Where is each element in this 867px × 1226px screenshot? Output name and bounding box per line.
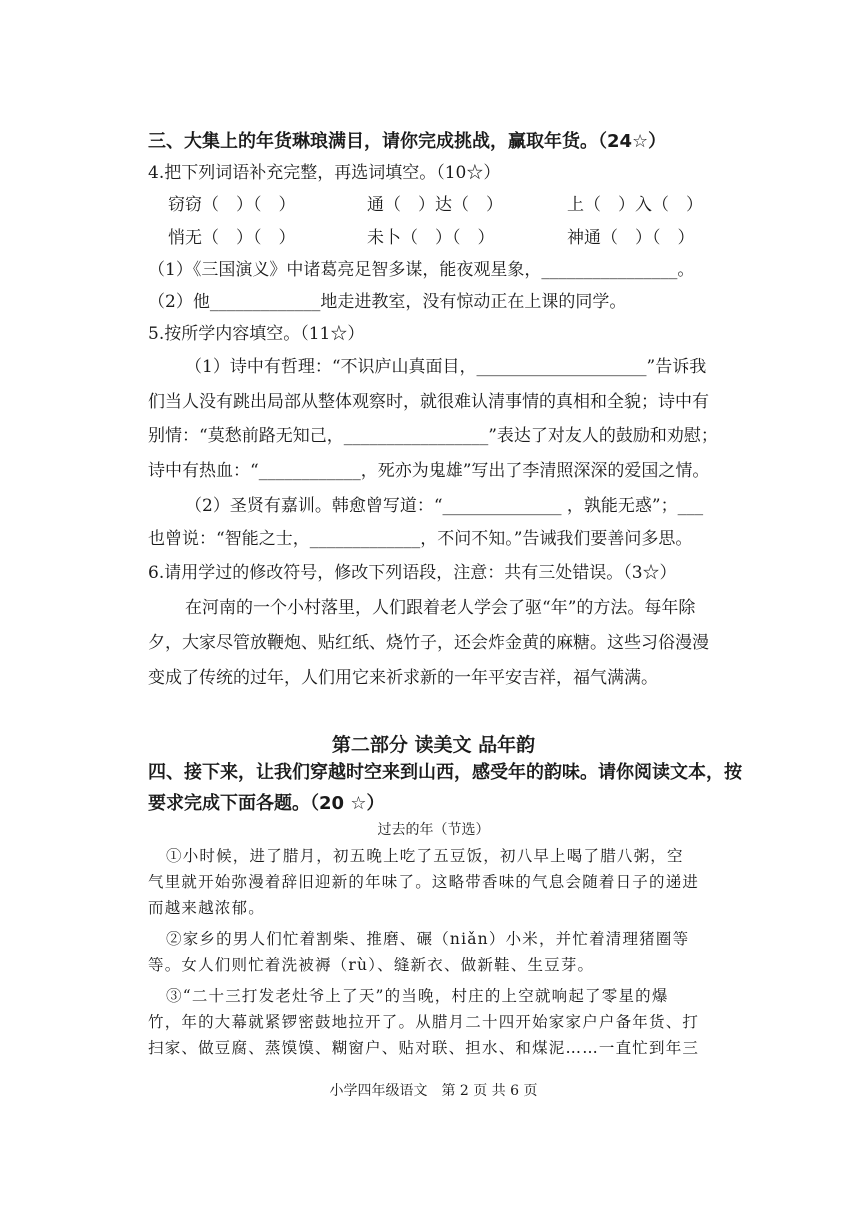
q6-passage-line1: 在河南的一个小村落里，人们跟着老人学会了驱“年”的方法。每年除 [185,598,696,618]
article-p1-line3: 而越来越浓郁。 [148,899,265,917]
q4-word-3: 上（ ）入（ ） [567,195,703,215]
q4-sentence-2: （2）他_____________地走进教室，没有惊动正在上课的同学。 [148,292,627,312]
q5-part1-line2: 们当人没有跳出局部从整体观察时，就很难认清事情的真相和全貌；诗中有 [148,392,709,412]
article-p3-line2: 竹，年的大幕就紧锣密鼓地拉开了。从腊月二十四开始家家户户备年货、打 [148,1013,700,1031]
article-p3-line1: ③“二十三打发老灶爷上了天”的当晚，村庄的上空就响起了零星的爆 [166,987,669,1005]
section4-line1: 四、接下来，让我们穿越时空来到山西，感受年的韵味。请你阅读文本，按 [148,762,742,783]
q4-word-1: 窃窃（ ）（ ） [168,195,296,215]
q5-part1-line4: 诗中有热血：“____________，死亦为鬼雄”写出了李清照深深的爱国之情。 [148,461,710,481]
article-p2-line1: ②家乡的男人们忙着割柴、推磨、碾（niǎn）小米，并忙着清理猪圈等 [166,930,690,948]
q4-word-2: 通（ ）达（ ） [367,195,503,215]
q4-title: 4.把下列词语补充完整，再选词填空。（10☆） [148,163,501,183]
page-footer: 小学四年级语文 第 2 页 共 6 页 [329,1083,538,1099]
q6-title: 6.请用学过的修改符号，修改下列语段，注意：共有三处错误。（3☆） [148,563,677,583]
q4-sentence-1: （1）《三国演义》中诸葛亮足智多谋，能夜观星象，________________。 [148,260,695,280]
q6-passage-line2: 夕，大家尽管放鞭炮、贴红纸、烧竹子，还会炸金黄的麻糖。这些习俗漫漫 [148,633,709,653]
q4-word-4: 悄无（ ）（ ） [168,228,296,248]
q5-title: 5.按所学内容填空。（11☆） [148,324,365,344]
section3-title: 三、大集上的年货琳琅满目，请你完成挑战，赢取年货。（24☆） [148,131,667,152]
article-p2-line2: 等。女人们则忙着洗被褥（rù）、缝新衣、做新鞋、生豆芽。 [148,956,595,974]
q5-part1-line1: （1）诗中有哲理：“不识庐山真面目，____________________”告诉我 [185,357,707,377]
article-p1-line1: ①小时候，进了腊月，初五晚上吃了五豆饭，初八早上喝了腊八粥，空 [166,847,684,865]
section4-line2: 要求完成下面各题。（20 ☆） [148,793,385,814]
q4-word-6: 神通（ ）（ ） [567,228,695,248]
q5-part1-line3: 别情：“莫愁前路无知己，_________________”表达了对友人的鼓励和劝慰； [148,426,718,446]
part2-title: 第二部分 读美文 品年韵 [331,734,536,756]
q5-part2-line1: （2）圣贤有嘉训。韩愈曾写道：“______________ ，孰能无惑”；___ [185,496,704,516]
article-p1-line2: 气里就开始弥漫着辞旧迎新的年味了。这略带香味的气息会随着日子的递进 [148,873,700,891]
q4-word-5: 未卜（ ）（ ） [367,228,495,248]
article-title: 过去的年（节选） [377,822,490,838]
q6-passage-line3: 变成了传统的过年，人们用它来祈求新的一年平安吉祥，福气满满。 [148,668,658,688]
article-p3-line3: 扫家、做豆腐、蒸馍馍、糊窗户、贴对联、担水、和煤泥……一直忙到年三 [148,1039,700,1057]
q5-part2-line2: 也曾说：“智能之士，_____________，不问不知。”告诫我们要善问多思。 [148,529,693,549]
